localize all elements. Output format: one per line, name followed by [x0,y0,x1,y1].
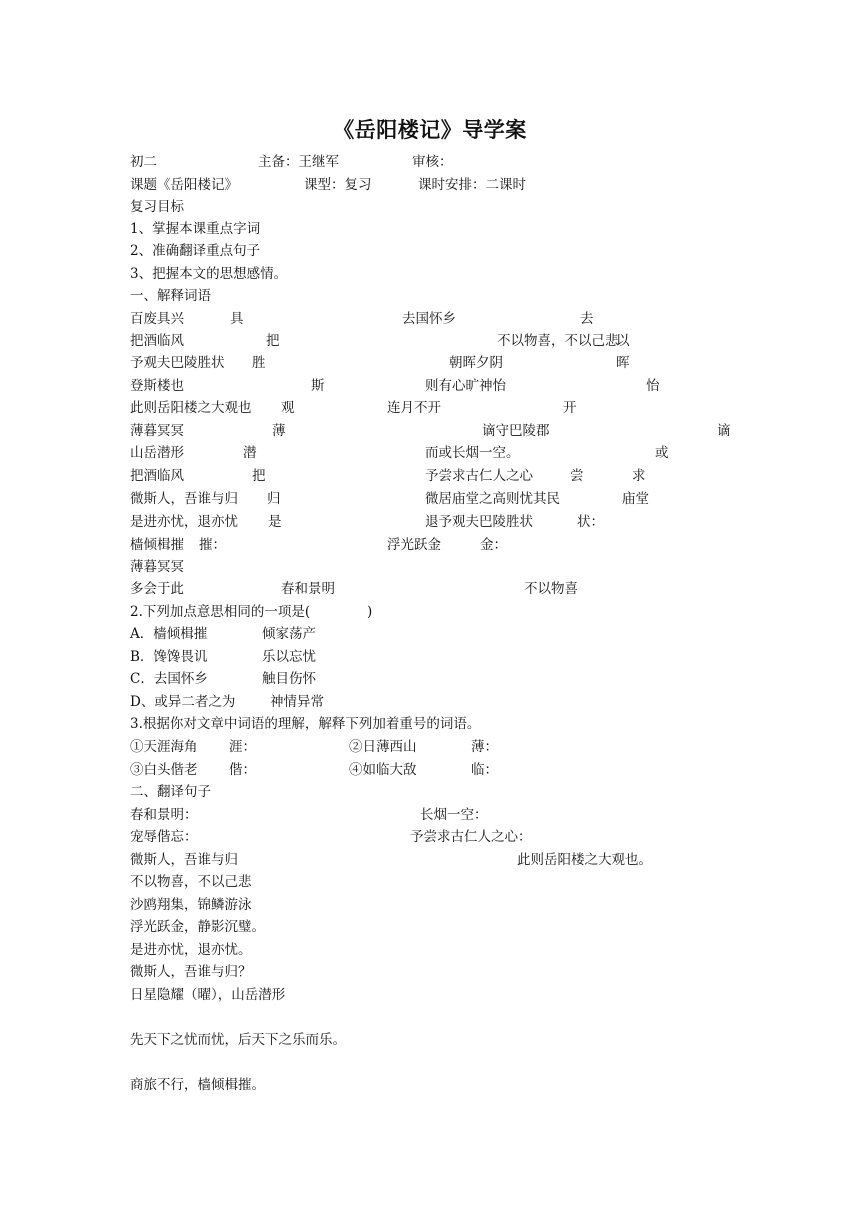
text-line: 多会于此 [130,581,184,597]
text-segment: 倾家荡产 [262,626,316,642]
text-line: 春和景明： [130,807,198,823]
text-segment: 庙堂 [622,491,649,507]
text-line: 把酒临风 [130,468,184,484]
text-segment: 具 [230,311,244,327]
text-segment: 观 [281,400,295,416]
text-line: A．樯倾楫摧 [130,626,208,642]
text-line: 2、准确翻译重点句子 [130,243,261,259]
text-line: 1、掌握本课重点字词 [130,221,261,237]
text-line: 予观夫巴陵胜状 [130,355,225,371]
text-segment: 以 [616,333,630,349]
text-segment: ④如临大敌 [349,762,417,778]
text-segment: 予尝求古仁人之心 [425,468,533,484]
text-line: ③白头偕老 [130,762,198,778]
text-line: B．馋馋畏讥 [130,649,208,665]
text-segment: 开 [563,400,577,416]
text-segment: 薄： [471,739,498,755]
text-line: 微斯人，吾谁与归 [130,491,238,507]
text-segment: 审核： [412,154,453,170]
text-segment: 神情异常 [270,694,324,710]
text-line: 3、把握本文的思想感情。 [130,266,288,282]
text-line: 一、解释词语 [130,288,211,304]
text-segment: 课型：复习 [304,177,372,193]
text-line: 二、翻译句子 [130,784,211,800]
text-segment: 乐以忘忧 [262,649,316,665]
text-segment: 求 [632,468,646,484]
text-segment: 怡 [646,378,660,394]
text-segment: 胜 [252,355,266,371]
text-segment: 不以物喜，不以己悲 [497,333,619,349]
text-segment: 薄 [272,423,286,439]
text-segment: 则有心旷神怡 [425,378,506,394]
text-segment: 浮光跃金 [387,537,441,553]
text-line: 薄暮冥冥 [130,423,184,439]
text-line: 把酒临风 [130,333,184,349]
text-line: 登斯楼也 [130,378,184,394]
text-line: 宠辱偕忘： [130,829,198,845]
text-line: 薄暮冥冥 [130,559,184,575]
text-segment: 退予观夫巴陵胜状 [425,514,533,530]
text-line: 微斯人，吾谁与归 [130,852,238,868]
text-line: 沙鸥翔集，锦鳞游泳 [130,897,252,913]
text-line: C．去国怀乡 [130,671,208,687]
text-segment: 春和景明 [281,581,335,597]
text-line: 商旅不行，樯倾楫摧。 [130,1077,265,1093]
text-segment: 把 [266,333,280,349]
text-segment: 微居庙堂之高则忧其民 [425,491,560,507]
text-line: 微斯人，吾谁与归？ [130,964,252,980]
text-line: 初二 [130,154,157,170]
text-line: 山岳潜形 [130,445,184,461]
text-line: ①天涯海角 [130,739,198,755]
text-line: 不以物喜，不以己悲 [130,874,252,890]
text-line: 日星隐耀（曜），山岳潜形 [130,987,286,1003]
text-line: 是进亦忧，退亦忧 [130,514,238,530]
text-segment: 斯 [311,378,325,394]
text-segment: ②日薄西山 [349,739,417,755]
text-line: 先天下之忧而忧，后天下之乐而乐。 [130,1032,346,1048]
text-segment: 潜 [243,445,257,461]
text-segment: 去 [580,311,594,327]
text-segment: 朝晖夕阴 [449,355,503,371]
text-segment: 涯： [229,739,256,755]
text-segment: 金： [480,537,507,553]
text-segment: 晖 [616,355,630,371]
text-line: D、或异二者之为 [130,694,236,710]
text-segment: 是 [268,514,282,530]
text-segment: 或 [655,445,669,461]
text-segment: 谪 [717,423,731,439]
text-segment: 予尝求古仁人之心： [410,829,532,845]
document-title: 《岳阳楼记》导学案 [333,118,527,142]
text-segment: 尝 [570,468,584,484]
text-line: 百废具兴 [130,311,184,327]
text-segment: 谪守巴陵郡 [482,423,550,439]
text-segment: 连月不开 [387,400,441,416]
text-line: 课题《岳阳楼记》 [130,177,238,193]
text-segment: 临： [471,762,498,778]
text-segment: 去国怀乡 [402,311,456,327]
text-segment: 把 [252,468,266,484]
text-segment: ) [367,604,373,620]
text-segment: 长烟一空： [420,807,488,823]
text-segment: 归 [267,491,281,507]
text-line: 樯倾楫摧 [130,537,184,553]
text-line: 复习目标 [130,199,184,215]
text-line: 是进亦忧，退亦忧。 [130,942,252,958]
text-segment: 而或长烟一空。 [425,445,520,461]
text-line: 此则岳阳楼之大观也 [130,400,252,416]
text-line: 浮光跃金，静影沉璧。 [130,919,265,935]
text-segment: 主备：王继军 [258,154,339,170]
text-segment: 偕： [229,762,256,778]
text-segment: 摧： [199,537,226,553]
text-line: 3.根据你对文章中词语的理解，解释下列加着重号的词语。 [130,716,481,732]
text-segment: 状： [577,514,604,530]
text-segment: 课时安排：二课时 [418,177,526,193]
text-segment: 不以物喜 [524,581,578,597]
text-segment: 此则岳阳楼之大观也。 [517,852,652,868]
text-line: 2.下列加点意思相同的一项是( [130,604,311,620]
text-segment: 触目伤怀 [262,671,316,687]
